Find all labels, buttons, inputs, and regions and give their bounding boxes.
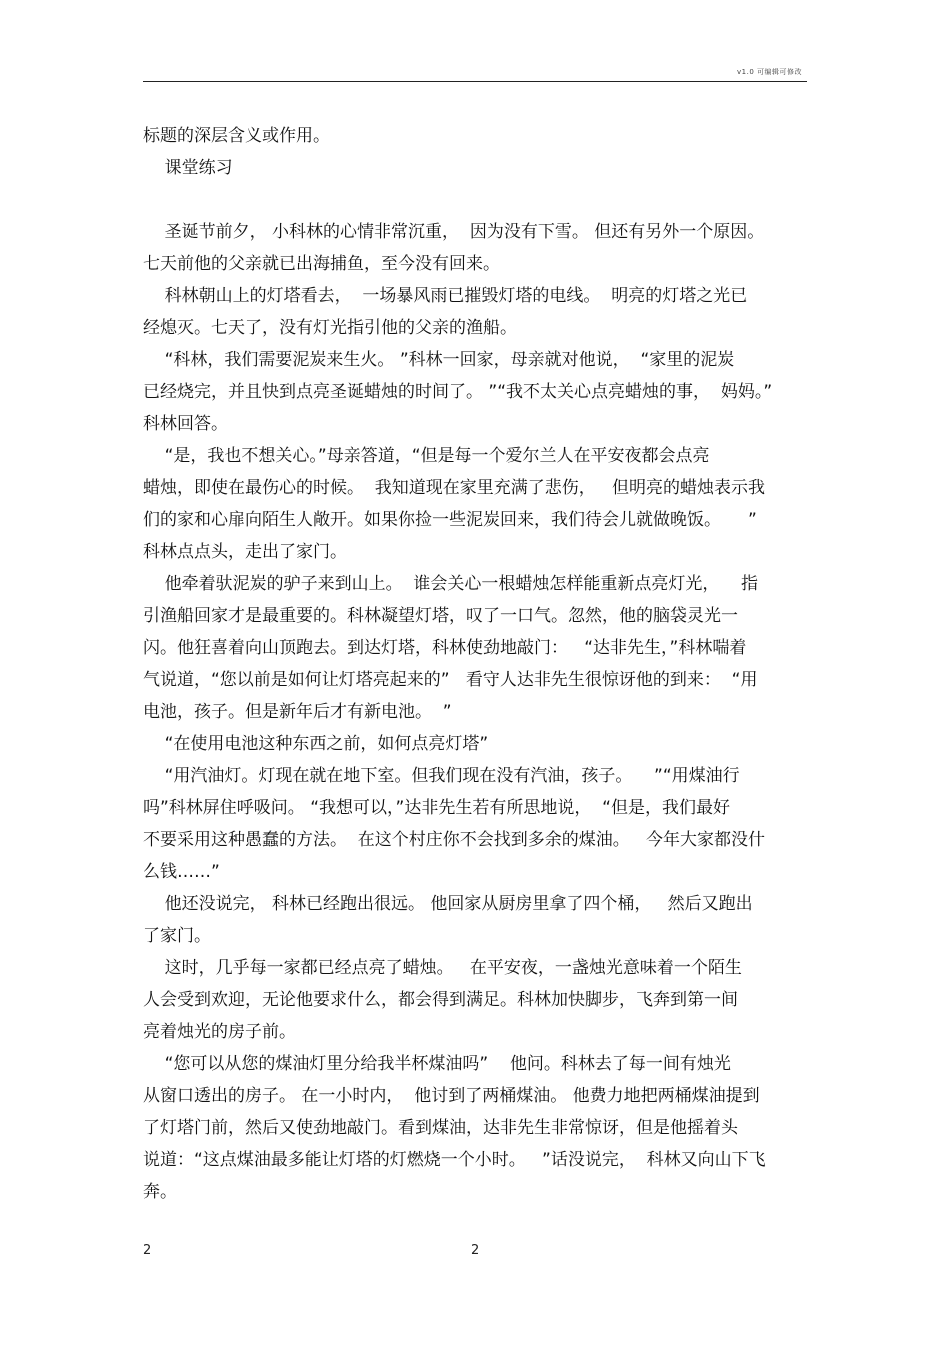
text-line: 了灯塔门前，然后又使劲地敲门。看到煤油，达非先生非常惊讶，但是他摇着头 bbox=[143, 1118, 738, 1138]
text-line: 蜡烛，即使在最伤心的时候。 我知道现在家里充满了悲伤， 但明亮的蜡烛表示我 bbox=[143, 478, 766, 498]
page-body bbox=[143, 120, 807, 1208]
header-divider bbox=[143, 81, 807, 82]
text-line: 亮着烛光的房子前。 bbox=[143, 1022, 296, 1042]
text-line: 他牵着驮泥炭的驴子来到山上。 谁会关心一根蜡烛怎样能重新点亮灯光， 指 bbox=[143, 574, 759, 594]
text-line: 七天前他的父亲就已出海捕鱼，至今没有回来。 bbox=[143, 254, 500, 274]
text-line: 从窗口透出的房子。 在一小时内， 他讨到了两桶煤油。 他费力地把两桶煤油提到 bbox=[143, 1086, 760, 1106]
section-heading: 课堂练习 bbox=[143, 158, 233, 178]
text-line: 人会受到欢迎，无论他要求什么，都会得到满足。科林加快脚步，飞奔到第一间 bbox=[143, 990, 738, 1010]
text-line: 这时，几乎每一家都已经点亮了蜡烛。 在平安夜，一盏烛光意味着一个陌生 bbox=[143, 958, 742, 978]
text-line: “在使用电池这种东西之前，如何点亮灯塔” bbox=[143, 734, 489, 754]
text-line: 经熄灭。七天了，没有灯光指引他的父亲的渔船。 bbox=[143, 318, 517, 338]
text-line: “科林，我们需要泥炭来生火。 ”科林一回家，母亲就对他说， “家里的泥炭 bbox=[143, 350, 735, 370]
text-line: 说道：“这点煤油最多能让灯塔的灯燃烧一个小时。 ”话没说完， 科林又向山下飞 bbox=[143, 1150, 766, 1170]
story-title-line bbox=[143, 184, 807, 216]
text-line: 么钱……” bbox=[143, 862, 220, 882]
page-number-left: 2 bbox=[143, 1243, 152, 1258]
text-line: 气说道，“您以前是如何让灯塔亮起来的” 看守人达非先生很惊讶他的到来： “用 bbox=[143, 670, 758, 690]
text-line: 电池，孩子。但是新年后才有新电池。 ” bbox=[143, 702, 452, 722]
text-line: “用汽油灯。灯现在就在地下室。但我们现在没有汽油，孩子。 ”“用煤油行 bbox=[143, 766, 740, 786]
text-line: 引渔船回家才是最重要的。科林凝望灯塔，叹了一口气。忽然，他的脑袋灵光一 bbox=[143, 606, 738, 626]
text-line: “是，我也不想关心。”母亲答道，“但是每一个爱尔兰人在平安夜都会点亮 bbox=[143, 446, 710, 466]
text-line: 吗”科林屏住呼吸问。 “我想可以，”达非先生若有所思地说， “但是，我们最好 bbox=[143, 798, 730, 818]
text-line: 闪。他狂喜着向山顶跑去。到达灯塔，科林使劲地敲门： “达非先生，”科林喘着 bbox=[143, 638, 747, 658]
text-line: 他还没说完， 科林已经跑出很远。 他回家从厨房里拿了四个桶， 然后又跑出 bbox=[143, 894, 753, 914]
text-line: 科林朝山上的灯塔看去， 一场暴风雨已摧毁灯塔的电线。 明亮的灯塔之光已 bbox=[143, 286, 748, 306]
text-line: 奔。 bbox=[143, 1182, 177, 1202]
version-label: v1.0 可编辑可修改 bbox=[737, 68, 802, 76]
text-line: 们的家和心扉向陌生人敞开。如果你捡一些泥炭回来，我们待会儿就做晚饭。 ” bbox=[143, 510, 757, 530]
text-line: 圣诞节前夕， 小科林的心情非常沉重， 因为没有下雪。 但还有另外一个原因。 bbox=[143, 222, 765, 242]
page-number-center: 2 bbox=[471, 1243, 480, 1258]
text-line: 科林回答。 bbox=[143, 414, 228, 434]
text-line: 了家门。 bbox=[143, 926, 211, 946]
text-line: “您可以从您的煤油灯里分给我半杯煤油吗” 他问。科林去了每一间有烛光 bbox=[143, 1054, 731, 1074]
text-line: 不要采用这种愚蠢的方法。 在这个村庄你不会找到多余的煤油。 今年大家都没什 bbox=[143, 830, 766, 850]
text-line: 科林点点头，走出了家门。 bbox=[143, 542, 347, 562]
text-line: 已经烧完，并且快到点亮圣诞蜡烛的时间了。 ”“我不太关心点亮蜡烛的事， 妈妈。” bbox=[143, 382, 773, 402]
text-line: 标题的深层含义或作用。 bbox=[143, 126, 330, 146]
